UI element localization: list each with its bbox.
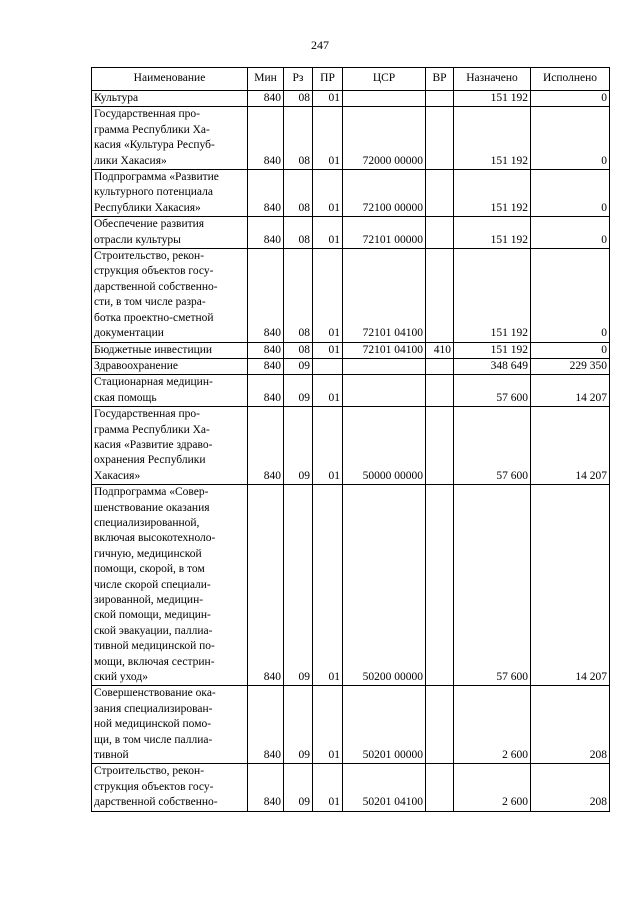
name-line: Совершенствование ока- [94, 687, 216, 700]
name-line: Государственная про- [94, 408, 201, 421]
cell-pr: 01 [313, 485, 343, 686]
cell-planned: 2 600 [454, 764, 531, 811]
table-row [92, 358, 610, 374]
cell-vr [426, 170, 454, 217]
cell-min: 840 [248, 249, 284, 342]
name-line: дарственной собственно- [94, 280, 218, 293]
table-row [92, 407, 610, 485]
cell-rz: 09 [284, 686, 313, 764]
name-line: включая высокотехноло- [94, 532, 216, 545]
name-line: сти, в том числе разра- [94, 296, 206, 309]
cell-name [92, 217, 248, 249]
cell-rz: 08 [284, 91, 313, 107]
cell-csr: 72000 00000 [343, 107, 426, 170]
cell-vr [426, 407, 454, 485]
cell-name [92, 485, 248, 686]
cell-csr: 72101 00000 [343, 217, 426, 249]
cell-name [92, 249, 248, 342]
name-line: Строительство, рекон- [94, 765, 205, 778]
header-executed: Исполнено [531, 68, 610, 91]
name-line: Бюджетные инвестиции [94, 343, 213, 356]
name-line: щи, в том числе паллиа- [94, 733, 213, 746]
cell-vr: 410 [426, 342, 454, 358]
name-line: тивной медицинской по- [94, 640, 215, 653]
name-line: зированной, медицин- [94, 594, 204, 606]
name-line: ский уход» [94, 671, 148, 684]
cell-rz: 09 [284, 407, 313, 485]
name-line: лики Хакасия» [94, 154, 167, 167]
cell-planned: 57 600 [454, 375, 531, 407]
cell-csr [343, 358, 426, 374]
name-line: специализированной, [94, 516, 200, 529]
header-min: Мин [248, 68, 284, 91]
name-line: Республики Хакасия» [94, 201, 201, 214]
cell-name [92, 764, 248, 811]
cell-planned: 151 192 [454, 91, 531, 107]
name-line: ская помощь [94, 391, 157, 404]
name-line: струкция объектов госу- [94, 265, 214, 278]
cell-name [92, 342, 248, 358]
cell-executed: 0 [531, 107, 610, 170]
name-line: Стационарная медицин- [94, 376, 213, 389]
cell-vr [426, 686, 454, 764]
name-line: дарственной собственно- [94, 796, 218, 809]
cell-executed: 229 350 [531, 358, 610, 374]
cell-min: 840 [248, 358, 284, 374]
table-header-row [92, 68, 610, 91]
page-number: 247 [311, 38, 329, 52]
cell-pr: 01 [313, 764, 343, 811]
name-line: гичную, медицинской [94, 547, 202, 560]
cell-rz: 08 [284, 170, 313, 217]
table-row [92, 170, 610, 217]
cell-vr [426, 375, 454, 407]
cell-vr [426, 107, 454, 170]
name-line: числе скорой специали- [94, 578, 211, 591]
cell-rz: 08 [284, 342, 313, 358]
cell-pr: 01 [313, 342, 343, 358]
cell-min: 840 [248, 107, 284, 170]
name-line: грамма Республики Ха- [94, 423, 210, 436]
table-row [92, 686, 610, 764]
cell-name [92, 107, 248, 170]
cell-executed: 0 [531, 217, 610, 249]
name-line: Обеспечение развития [94, 218, 205, 231]
cell-csr: 50000 00000 [343, 407, 426, 485]
table-row [92, 107, 610, 170]
cell-csr [343, 91, 426, 107]
cell-executed: 208 [531, 764, 610, 811]
cell-name [92, 686, 248, 764]
table-body [92, 91, 610, 812]
cell-min: 840 [248, 686, 284, 764]
cell-min: 840 [248, 375, 284, 407]
cell-rz: 09 [284, 375, 313, 407]
table-row [92, 342, 610, 358]
cell-executed: 0 [531, 249, 610, 342]
cell-planned: 2 600 [454, 686, 531, 764]
header-csr: ЦСР [343, 68, 426, 91]
cell-min: 840 [248, 342, 284, 358]
cell-csr: 72101 04100 [343, 249, 426, 342]
cell-planned: 151 192 [454, 342, 531, 358]
cell-rz: 09 [284, 358, 313, 374]
table-row [92, 764, 610, 811]
name-line: Государственная про- [94, 108, 201, 121]
cell-planned: 348 649 [454, 358, 531, 374]
name-line: Здравоохранение [94, 359, 179, 372]
cell-planned: 57 600 [454, 485, 531, 686]
name-line: Строительство, рекон- [94, 250, 205, 263]
cell-pr: 01 [313, 107, 343, 170]
cell-planned: 151 192 [454, 107, 531, 170]
cell-vr [426, 217, 454, 249]
cell-vr [426, 764, 454, 811]
cell-vr [426, 358, 454, 374]
table-row [92, 91, 610, 107]
cell-planned: 151 192 [454, 170, 531, 217]
name-line: тивной [94, 749, 129, 762]
name-line: Культура [94, 92, 139, 104]
name-line: касия «Развитие здраво- [94, 438, 213, 451]
cell-name [92, 375, 248, 407]
cell-executed: 208 [531, 686, 610, 764]
cell-name [92, 407, 248, 485]
name-line: ботка проектно-сметной [94, 311, 214, 324]
name-line: Подпрограмма «Развитие [94, 171, 219, 184]
name-line: ской помощи, медицин- [94, 609, 211, 622]
name-line: ной медицинской помо- [94, 718, 212, 731]
table-row [92, 375, 610, 407]
cell-executed: 0 [531, 342, 610, 358]
cell-csr: 72101 04100 [343, 342, 426, 358]
cell-pr: 01 [313, 217, 343, 249]
name-line: Подпрограмма «Совер- [94, 486, 209, 499]
cell-executed: 0 [531, 170, 610, 217]
header-name: Наименование [92, 68, 248, 91]
name-line: охранения Республики [94, 454, 206, 467]
cell-pr: 01 [313, 407, 343, 485]
cell-planned: 151 192 [454, 217, 531, 249]
cell-name [92, 358, 248, 374]
cell-name [92, 170, 248, 217]
name-line: мощи, включая сестрин- [94, 655, 215, 668]
cell-name [92, 91, 248, 107]
cell-csr: 72100 00000 [343, 170, 426, 217]
header-vr: ВР [426, 68, 454, 91]
table-row [92, 485, 610, 686]
cell-csr: 50200 00000 [343, 485, 426, 686]
cell-executed: 0 [531, 91, 610, 107]
name-line: зания специализирован- [94, 702, 213, 715]
cell-pr: 01 [313, 686, 343, 764]
cell-executed: 14 207 [531, 407, 610, 485]
cell-pr: 01 [313, 170, 343, 217]
budget-table [91, 67, 610, 812]
cell-pr [313, 358, 343, 374]
cell-csr: 50201 04100 [343, 764, 426, 811]
cell-pr: 01 [313, 375, 343, 407]
cell-vr [426, 91, 454, 107]
header-pr: ПР [313, 68, 343, 91]
cell-min: 840 [248, 407, 284, 485]
cell-executed: 14 207 [531, 485, 610, 686]
cell-executed: 14 207 [531, 375, 610, 407]
name-line: ской эвакуации, паллиа- [94, 624, 213, 637]
cell-rz: 08 [284, 107, 313, 170]
cell-rz: 08 [284, 217, 313, 249]
name-line: документации [94, 327, 164, 340]
name-line: помощи, скорой, в том [94, 563, 205, 576]
cell-min: 840 [248, 170, 284, 217]
cell-pr: 01 [313, 249, 343, 342]
name-line: отрасли культуры [94, 233, 181, 246]
cell-min: 840 [248, 764, 284, 811]
table-row [92, 217, 610, 249]
cell-min: 840 [248, 91, 284, 107]
cell-vr [426, 249, 454, 342]
cell-csr [343, 375, 426, 407]
header-rz: Рз [284, 68, 313, 91]
cell-planned: 57 600 [454, 407, 531, 485]
name-line: Хакасия» [94, 469, 141, 482]
name-line: струкция объектов госу- [94, 780, 214, 793]
name-line: касия «Культура Респуб- [94, 139, 215, 152]
cell-pr: 01 [313, 91, 343, 107]
cell-min: 840 [248, 217, 284, 249]
cell-vr [426, 485, 454, 686]
cell-csr: 50201 00000 [343, 686, 426, 764]
cell-rz: 09 [284, 764, 313, 811]
cell-rz: 09 [284, 485, 313, 686]
cell-rz: 08 [284, 249, 313, 342]
header-planned: Назначено [454, 68, 531, 91]
table-row [92, 249, 610, 342]
name-line: культурного потенциала [94, 186, 213, 199]
name-line: шенствование оказания [94, 501, 210, 514]
cell-min: 840 [248, 485, 284, 686]
cell-planned: 151 192 [454, 249, 531, 342]
name-line: грамма Республики Ха- [94, 123, 210, 136]
